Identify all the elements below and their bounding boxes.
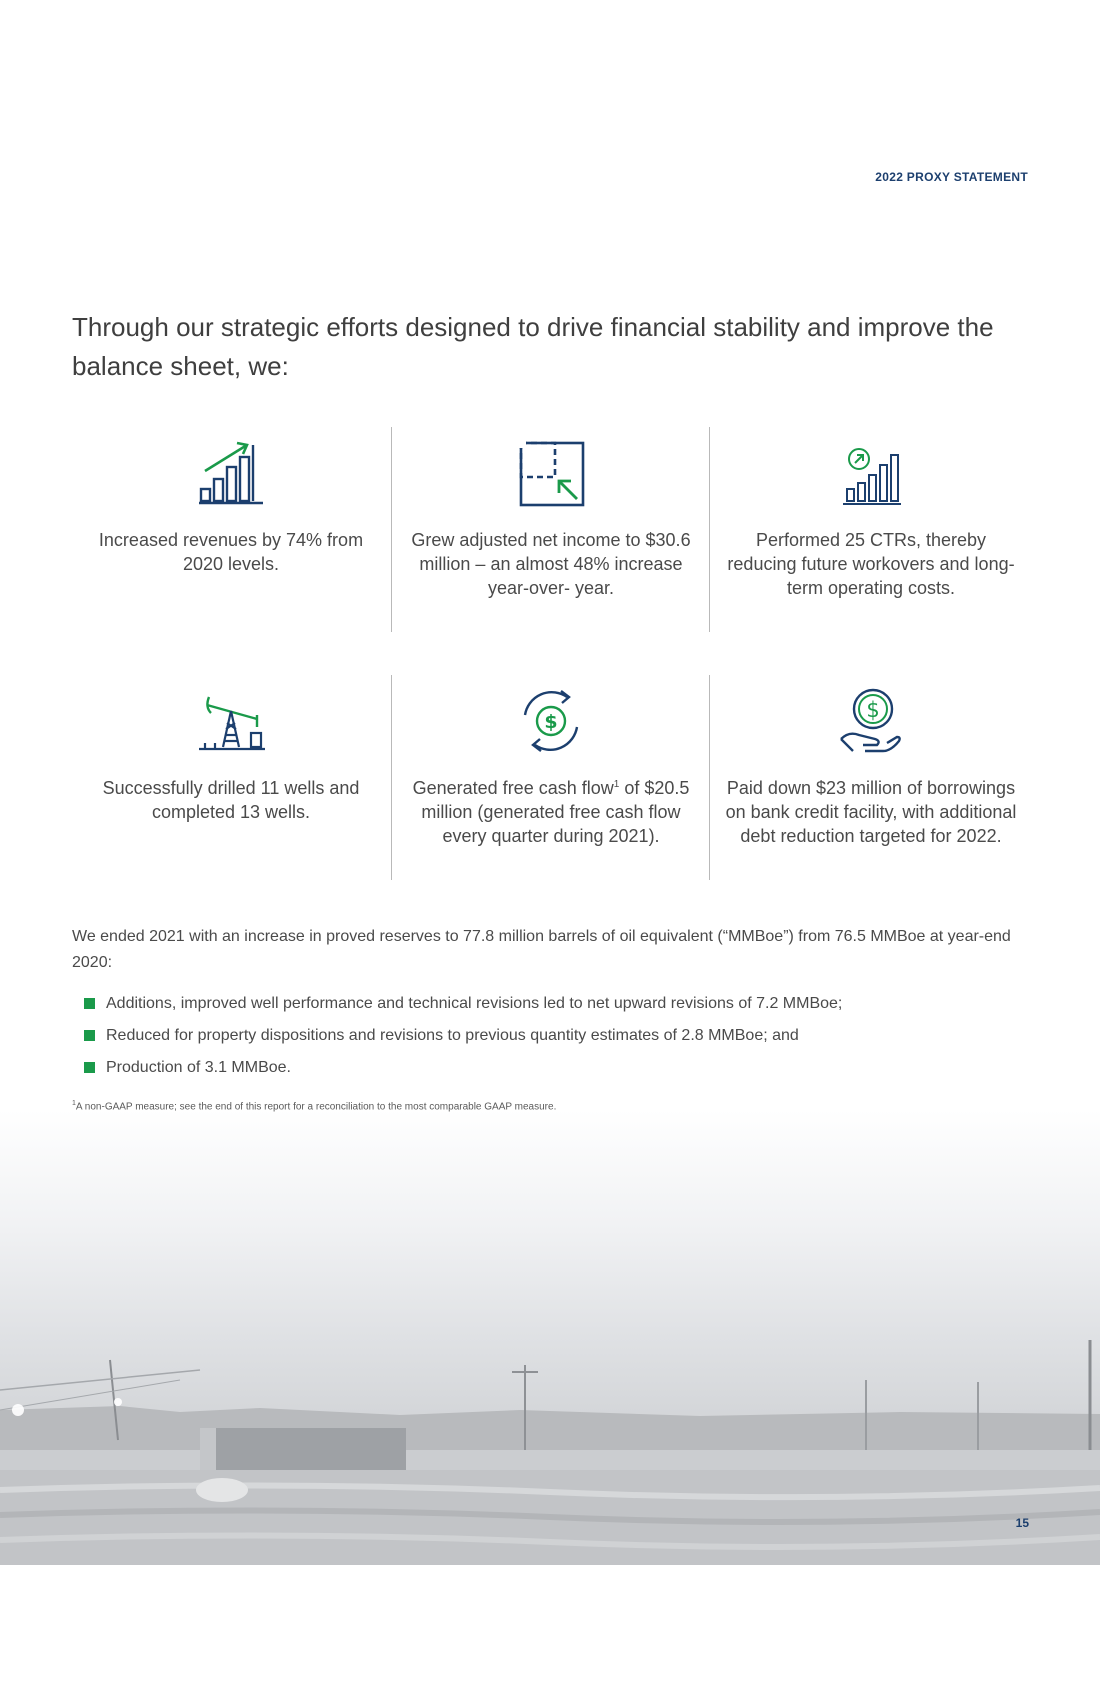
highlight-revenues bbox=[72, 425, 390, 630]
highlight-wells bbox=[72, 673, 390, 878]
highlight-ctrs bbox=[712, 425, 1030, 630]
page-number: 15 bbox=[1015, 1516, 1029, 1530]
highlight-net-income bbox=[392, 425, 710, 630]
oilfield-background-photo bbox=[0, 1110, 1100, 1565]
footnote-marker: 1 bbox=[72, 1100, 76, 1107]
intro-statement: Through our strategic efforts designed to drive financial stability and improve the balance sheet, we: bbox=[72, 312, 994, 381]
bullet-square-icon bbox=[84, 1030, 95, 1041]
highlight-text bbox=[402, 776, 700, 848]
list-item bbox=[84, 1052, 1024, 1084]
svg-text:$: $ bbox=[866, 698, 880, 722]
bullet-square-icon bbox=[84, 998, 95, 1009]
highlight-text: Successfully drilled 11 wells and completed 13 wells. bbox=[102, 778, 360, 822]
highlight-text-main: Generated free cash flow bbox=[412, 778, 614, 798]
highlight-free-cash-flow bbox=[392, 673, 710, 878]
highlight-debt-paydown bbox=[712, 673, 1030, 878]
list-item-text: Reduced for property dispositions and revisions to previous quantity estimates of 2.8 MMBoe; and bbox=[106, 1027, 799, 1044]
list-item-text: Additions, improved well performance and technical revisions led to net upward revisions of 7.2 MMBoe; bbox=[106, 995, 843, 1012]
cash-cycle-icon bbox=[515, 685, 587, 757]
svg-text:$: $ bbox=[544, 711, 558, 733]
growth-bar-chart-icon bbox=[195, 437, 267, 509]
highlight-text-rest: of $20.5 million (generated free cash flow every quarter during 2021). bbox=[421, 778, 690, 846]
bullet-square-icon bbox=[84, 1062, 95, 1073]
list-item bbox=[84, 988, 1024, 1020]
highlight-text: Grew adjusted net income to $30.6 million – an almost 48% increase year-over- year. bbox=[411, 530, 691, 598]
footnote-text: A non-GAAP measure; see the end of this report for a reconciliation to the most comparable GAAP measure. bbox=[75, 1101, 557, 1113]
reserves-bullet-list bbox=[84, 988, 1024, 1084]
highlights-grid bbox=[72, 425, 1032, 885]
list-item bbox=[84, 1020, 1024, 1052]
list-item-text: Production of 3.1 MMBoe. bbox=[106, 1059, 291, 1076]
reserves-paragraph: We ended 2021 with an increase in proved reserves to 77.8 million barrels of oil equivalent (“MMBoe”) from 76.5 MMBoe at year-end 2020: bbox=[72, 928, 1011, 971]
footnote-marker: 1 bbox=[613, 779, 620, 790]
highlight-text: Performed 25 CTRs, thereby reducing future workovers and long-term operating costs. bbox=[727, 530, 1015, 598]
footnote bbox=[72, 1100, 556, 1112]
hand-dollar-icon bbox=[835, 685, 907, 757]
highlight-text: Paid down $23 million of borrowings on bank credit facility, with additional debt reduction targeted for 2022. bbox=[725, 778, 1017, 846]
oil-pumpjack-icon bbox=[195, 685, 267, 757]
expand-arrow-icon bbox=[515, 437, 587, 509]
highlight-text: Increased revenues by 74% from 2020 levels. bbox=[98, 530, 364, 574]
bar-chart-up-icon bbox=[835, 437, 907, 509]
report-header-label: 2022 PROXY STATEMENT bbox=[875, 170, 1028, 184]
